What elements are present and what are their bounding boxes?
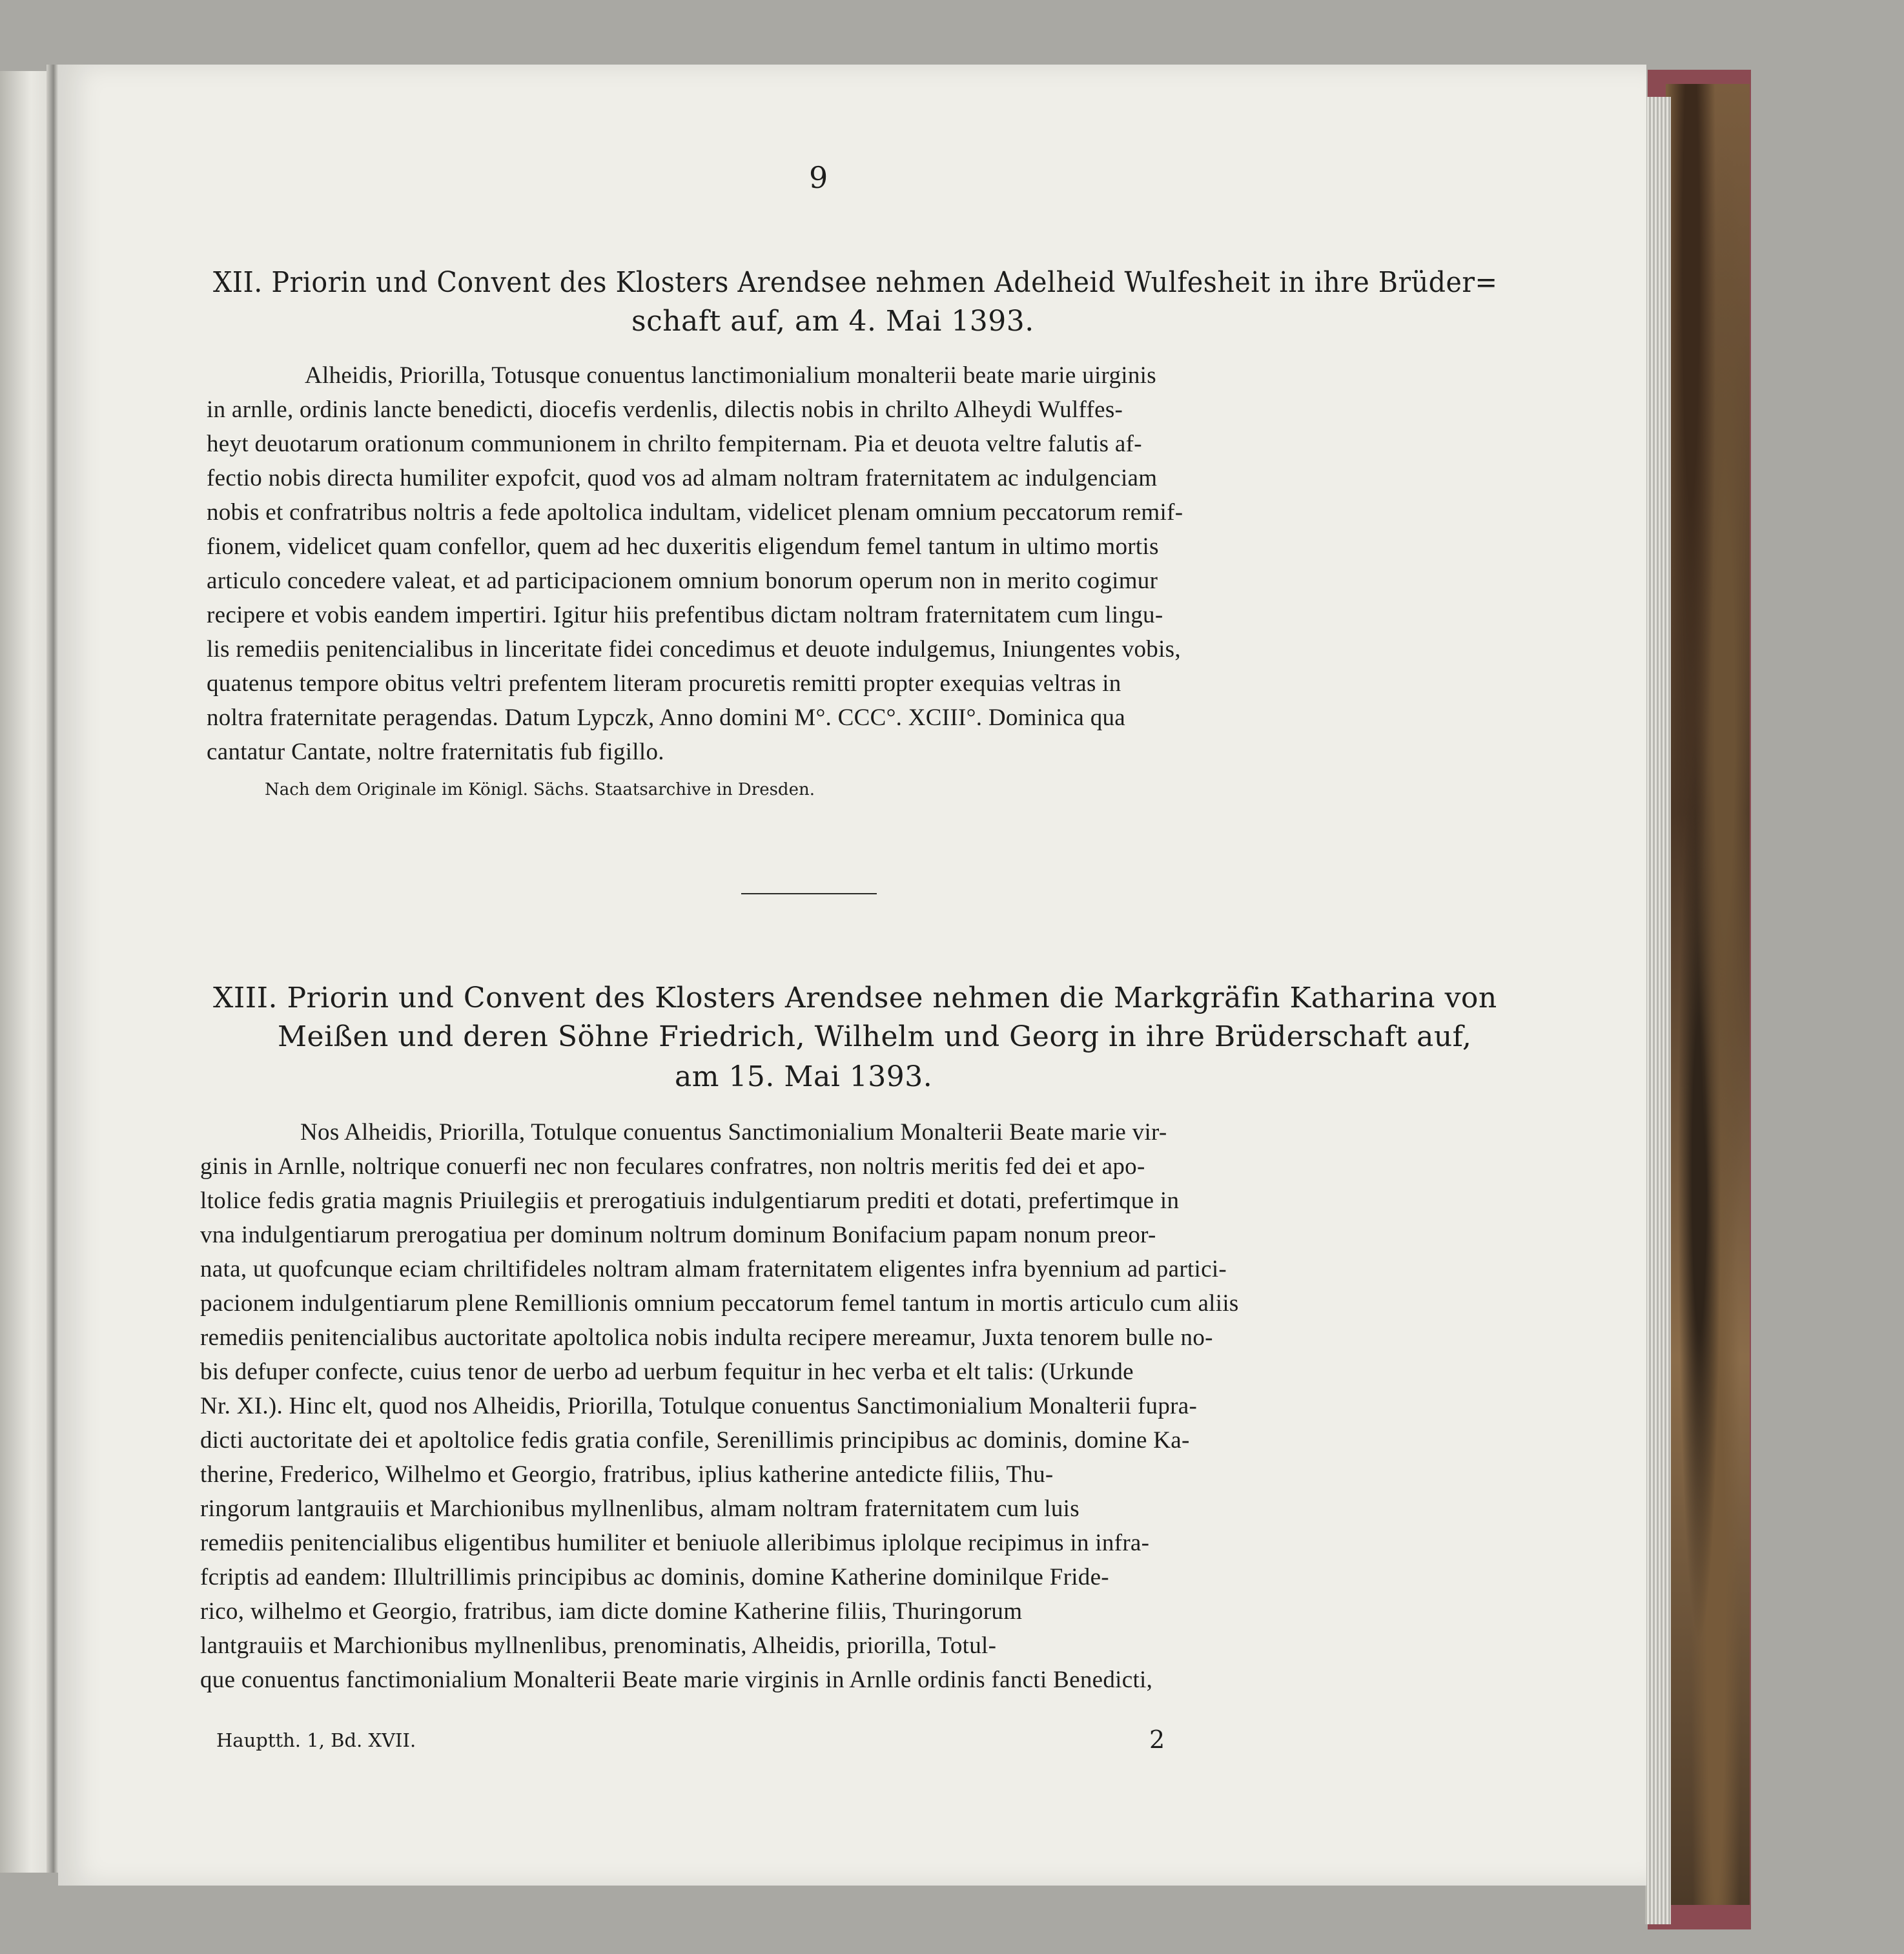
doc13-heading-line-1: XIII. Priorin und Convent des Klosters Arendsee nehmen die Markgräfin Katharina von bbox=[213, 982, 1497, 1014]
doc12-source-note: Nach dem Originale im Königl. Sächs. Staatsarchive in Dresden. bbox=[265, 780, 815, 799]
doc12-body-line: noltra fraternitate peragendas. Datum Lypczk, Anno domini M°. CCC°. XCIII°. Dominica qua bbox=[207, 704, 1126, 731]
doc13-body-line: dicti auctoritate dei et apoltolice fedis gratia confile, Serenillimis principibus ac dominis, domine Ka- bbox=[200, 1427, 1190, 1454]
doc12-body-line: fionem, videlicet quam confellor, quem ad hec duxeritis eligendum femel tantum in ultimo mortis bbox=[207, 533, 1159, 560]
book-gutter bbox=[46, 65, 58, 1873]
doc13-heading-line-2: Meißen und deren Söhne Friedrich, Wilhelm und Georg in ihre Brüderschaft auf, bbox=[278, 1020, 1472, 1053]
doc13-body-line: fcriptis ad eandem: Illultrillimis principibus ac dominis, domine Katherine dominilque Fride- bbox=[200, 1564, 1109, 1590]
doc12-body-line: in arnlle, ordinis lancte benedicti, diocefis verdenlis, dilectis nobis in chrilto Alheydi Wulffes- bbox=[207, 396, 1123, 423]
marbled-endpaper bbox=[1666, 84, 1750, 1905]
doc13-body-line: remediis penitencialibus eligentibus humiliter et beniuole alleribimus iplolque recipimus in infra- bbox=[200, 1530, 1150, 1556]
doc12-body-line: quatenus tempore obitus veltri prefentem literam procuretis remitti propter exequias veltras in bbox=[207, 670, 1121, 697]
section-divider bbox=[741, 893, 877, 894]
doc13-body-line: rico, wilhelmo et Georgio, fratribus, iam dicte domine Katherine filiis, Thuringorum bbox=[200, 1598, 1023, 1625]
doc13-body-line: vna indulgentiarum prerogatiua per dominum noltrum dominum Bonifacium papam nonum preor- bbox=[200, 1222, 1156, 1248]
doc13-heading-line-3: am 15. Mai 1393. bbox=[675, 1060, 933, 1093]
doc12-body-line: fectio nobis directa humiliter expofcit, quod vos ad almam noltram fraternitatem ac indulgenciam bbox=[207, 465, 1158, 491]
doc13-body-line: ginis in Arnlle, noltrique conuerfi nec non feculares confratres, non noltris meritis fed dei et apo- bbox=[200, 1153, 1145, 1180]
footer-signature-left: Hauptth. 1, Bd. XVII. bbox=[216, 1729, 416, 1751]
doc13-body-line: Nr. XI.). Hinc elt, quod nos Alheidis, Priorilla, Totulque conuentus Sanctimonialium Monalterii fupra- bbox=[200, 1393, 1198, 1419]
doc12-body-line: articulo concedere valeat, et ad participacionem omnium bonorum operum non in merito cogimur bbox=[207, 568, 1158, 594]
doc13-body-line: ringorum lantgrauiis et Marchionibus myllnenlibus, almam noltram fraternitatem cum luis bbox=[200, 1496, 1080, 1522]
doc13-body-line: nata, ut quofcunque eciam chriltifideles noltram almam fraternitatem eligentes infra byennium ad partici- bbox=[200, 1256, 1227, 1282]
doc13-body-line: lantgrauiis et Marchionibus myllnenlibus, prenominatis, Alheidis, priorilla, Totul- bbox=[200, 1632, 997, 1659]
doc13-body-line: bis defuper confecte, cuius tenor de uerbo ad uerbum fequitur in hec verba et elt talis: (Urkunde bbox=[200, 1359, 1134, 1385]
doc12-heading-line-2: schaft auf, am 4. Mai 1393. bbox=[631, 305, 1034, 338]
doc13-body-line: remediis penitencialibus auctoritate apoltolica nobis indulta recipere mereamur, Juxta tenorem bulle no- bbox=[200, 1324, 1213, 1351]
doc12-body-line: cantatur Cantate, noltre fraternitatis fub figillo. bbox=[207, 739, 664, 765]
doc12-heading-line-1: XII. Priorin und Convent des Klosters Arendsee nehmen Adelheid Wulfesheit in ihre Brüder= bbox=[213, 266, 1498, 299]
page-edges bbox=[1645, 97, 1671, 1924]
doc12-body-line: nobis et confratribus noltris a fede apoltolica indultam, videlicet plenam omnium peccatorum remif- bbox=[207, 499, 1183, 526]
doc13-body-line: pacionem indulgentiarum plene Remillionis omnium peccatorum femel tantum in mortis articulo cum aliis bbox=[200, 1290, 1239, 1317]
left-page-edge bbox=[0, 71, 52, 1873]
doc13-body-line: Nos Alheidis, Priorilla, Totulque conuentus Sanctimonialium Monalterii Beate marie vir- bbox=[300, 1119, 1167, 1146]
doc12-body-line: Alheidis, Priorilla, Totusque conuentus lanctimonialium monalterii beate marie uirginis bbox=[305, 362, 1156, 389]
page-number: 9 bbox=[809, 160, 828, 195]
doc12-body-line: recipere et vobis eandem impertiri. Igitur hiis prefentibus dictam noltram fraternitatem cum lingu- bbox=[207, 602, 1163, 628]
doc12-body-line: heyt deuotarum orationum communionem in chrilto fempiternam. Pia et deuota veltre falutis af- bbox=[207, 431, 1142, 457]
footer-signature-number: 2 bbox=[1149, 1725, 1165, 1754]
doc12-body-line: lis remediis penitencialibus in linceritate fidei concedimus et deuote indulgemus, Iniungentes vobis, bbox=[207, 636, 1181, 663]
doc13-body-line: ltolice fedis gratia magnis Priuilegiis et prerogatiuis indulgentiarum prediti et dotati, prefertimque in bbox=[200, 1188, 1180, 1214]
book-page bbox=[58, 65, 1646, 1886]
doc13-body-line: que conuentus fanctimonialium Monalterii Beate marie virginis in Arnlle ordinis fancti Benedicti, bbox=[200, 1667, 1153, 1693]
doc13-body-line: therine, Frederico, Wilhelmo et Georgio, fratribus, iplius katherine antedicte filiis, Thu- bbox=[200, 1461, 1054, 1488]
